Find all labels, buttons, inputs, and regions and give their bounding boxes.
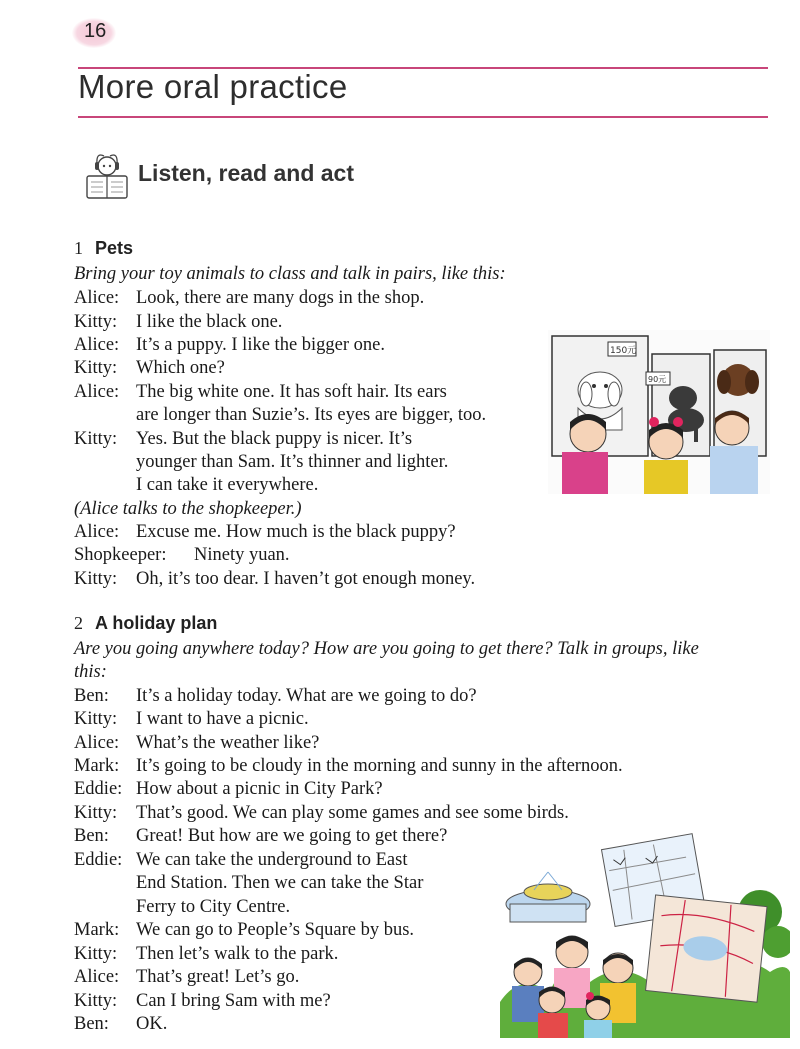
dialogue-line: Mark: It’s going to be cloudy in the morning and sunny in the afternoon.: [74, 756, 623, 776]
dialogue-line: Ben: OK.: [74, 1014, 168, 1034]
section-subtitle: Listen, read and act: [138, 160, 355, 186]
price-tag-90: 90元: [648, 375, 667, 384]
price-tag-150: 150元: [610, 346, 637, 356]
park-map-illustration: [500, 832, 790, 1038]
dialogue-line: Shopkeeper: Ninety yuan.: [74, 545, 290, 565]
dialogue-continuation: I can take it everywhere.: [136, 475, 319, 495]
dialogue-line: Eddie: How about a picnic in City Park?: [74, 779, 383, 799]
dialogue-line: Ben: Great! But how are we going to get there?: [74, 826, 448, 846]
dialogue-line: Kitty: Yes. But the black puppy is nicer. It’s: [74, 429, 413, 449]
section-2-heading: 2 A holiday plan: [74, 613, 218, 633]
dialogue-line: Kitty: Then let’s walk to the park.: [74, 944, 339, 964]
pet-shop-illustration: [548, 330, 770, 494]
section-2-instruction-cont: this:: [74, 662, 107, 682]
section-1-instruction: Bring your toy animals to class and talk in pairs, like this:: [74, 264, 506, 284]
dialogue-continuation: End Station. Then we can take the Star: [136, 873, 424, 893]
dialogue-line: Alice: What’s the weather like?: [74, 733, 320, 753]
dialogue-continuation: are longer than Suzie’s. Its eyes are bigger, too.: [136, 405, 487, 425]
title-bottom-rule: [78, 116, 768, 118]
dialogue-continuation: younger than Sam. It’s thinner and lighter.: [136, 452, 449, 472]
dialogue-line: Kitty: Which one?: [74, 358, 225, 378]
dialogue-line: Alice: Look, there are many dogs in the shop.: [74, 288, 425, 308]
dialogue-line: Kitty: That’s good. We can play some games and see some birds.: [74, 803, 569, 823]
dialogue-line: Kitty: I like the black one.: [74, 312, 283, 332]
section-2-instruction: Are you going anywhere today? How are you going to get there? Talk in groups, like: [74, 639, 699, 659]
dialogue-line: Kitty: Oh, it’s too dear. I haven’t got enough money.: [74, 569, 476, 589]
dialogue-line: Kitty: Can I bring Sam with me?: [74, 991, 331, 1011]
dialogue-line: Alice: It’s a puppy. I like the bigger one.: [74, 335, 386, 355]
dialogue-line: Ben: It’s a holiday today. What are we going to do?: [74, 686, 477, 706]
dialogue-line: Alice: That’s great! Let’s go.: [74, 967, 300, 987]
dialogue-line: Kitty: I want to have a picnic.: [74, 709, 309, 729]
page-number: 16: [84, 20, 107, 42]
dialogue-line: Alice: Excuse me. How much is the black puppy?: [74, 522, 456, 542]
dialogue-line: Mark: We can go to People’s Square by bus.: [74, 920, 415, 940]
page-title: More oral practice: [78, 68, 348, 105]
dialogue-continuation: Ferry to City Centre.: [136, 897, 291, 917]
dialogue-line: Alice: The big white one. It has soft hair. Its ears: [74, 382, 447, 402]
section-1-heading: 1 Pets: [74, 238, 134, 258]
dialogue-line: Eddie: We can take the underground to East: [74, 850, 408, 870]
stage-direction: (Alice talks to the shopkeeper.): [74, 499, 302, 519]
listen-read-icon: [84, 150, 130, 204]
page-number-badge: [72, 18, 116, 48]
